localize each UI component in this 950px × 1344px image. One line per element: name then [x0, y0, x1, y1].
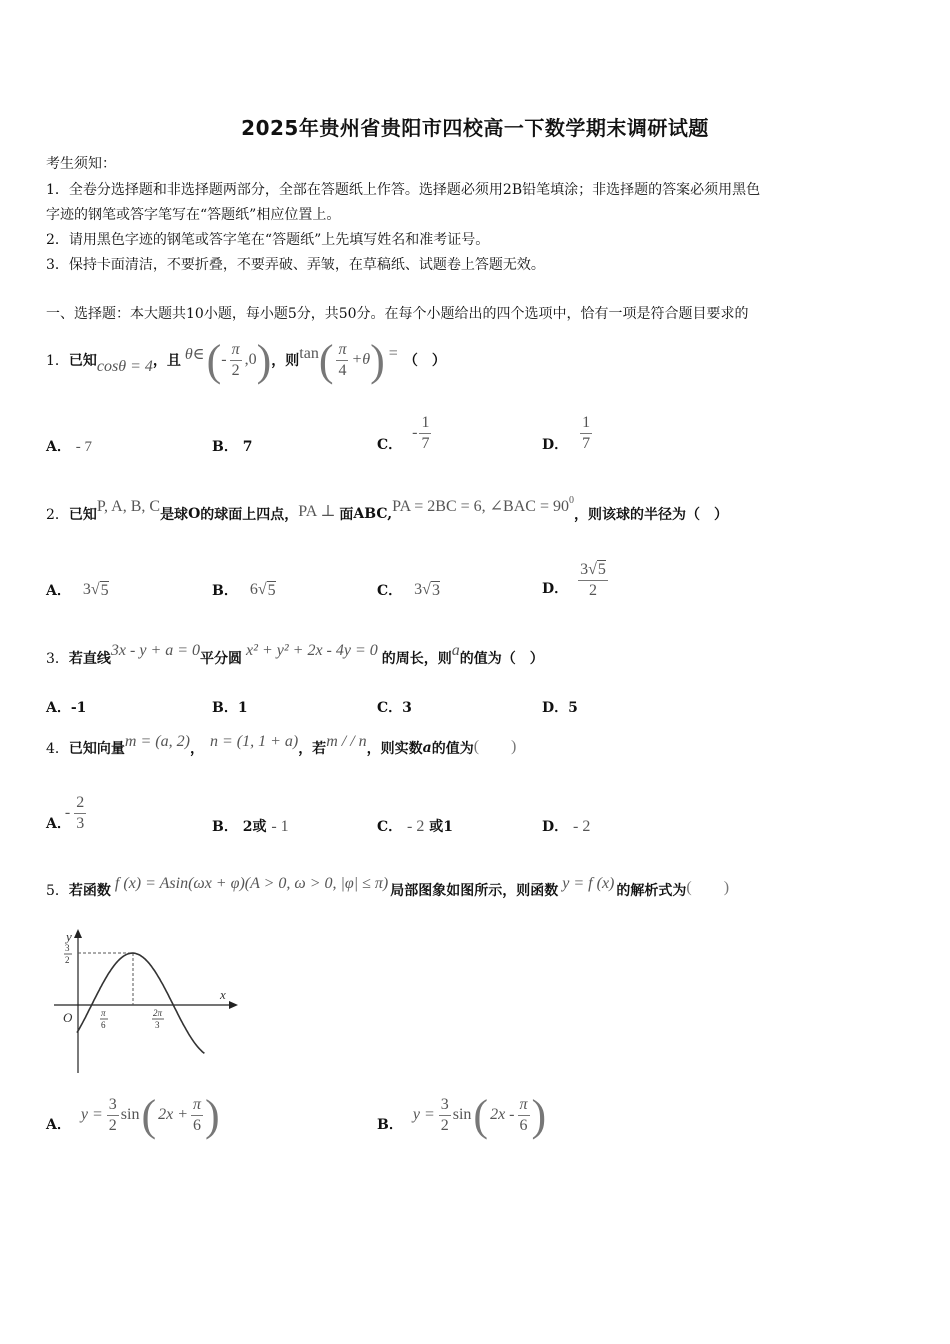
- q2-option-d-frac: [578, 562, 608, 599]
- q5-option-a-den: 2: [108, 1116, 117, 1134]
- q2-option-c-rad: 3: [431, 581, 440, 599]
- y-axis-arrow: [74, 929, 82, 938]
- q5-option-b-label: B．: [377, 1117, 403, 1133]
- q5-option-a-coef: [107, 1097, 119, 1134]
- question-5: [46, 872, 729, 908]
- q1-text-2: ，且: [152, 353, 181, 369]
- q2-option-a-root: √: [90, 581, 100, 598]
- q4-option-a[interactable]: [46, 790, 86, 836]
- q1-zero: ,0: [244, 351, 257, 368]
- question-2: [46, 496, 728, 532]
- q2-option-d-den: 2: [589, 581, 598, 599]
- q2-option-c-coef: 3: [414, 581, 423, 598]
- x-tick2-num: 2π: [153, 1008, 163, 1018]
- q5-function: f (x) = Asin(ωx + φ)(A > 0, ω > 0, |φ| ≤ π): [114, 875, 389, 892]
- q2-option-d-label: D．: [542, 581, 569, 597]
- q2-o: O: [188, 506, 201, 522]
- q1-pi-over-2: [230, 342, 242, 379]
- q1-option-d[interactable]: [542, 410, 592, 456]
- q1-option-a[interactable]: [46, 436, 92, 456]
- q1-option-a-label: A．: [46, 439, 71, 455]
- page-title: 2025年贵州省贵阳市四校高一下数学期末调研试题: [241, 116, 709, 140]
- q4-vector-m: m = (a, 2): [124, 733, 190, 750]
- q1-option-b-value: 7: [242, 439, 253, 455]
- q1-cos: cosθ = 4: [96, 358, 153, 375]
- q2-option-d-num: 3√5: [578, 562, 608, 581]
- q3-option-a[interactable]: [46, 697, 86, 717]
- q2-option-d[interactable]: [542, 556, 608, 604]
- q4-text-2: ，若: [298, 741, 327, 757]
- q1-option-c-frac: [419, 415, 431, 452]
- q4-option-b-value: - 1: [271, 818, 289, 835]
- notice-line-1b: 字迹的钢笔或答字笔写在“答题纸”相应位置上。: [46, 207, 341, 223]
- q3-option-b[interactable]: [212, 697, 248, 717]
- q1-option-c-den: 7: [421, 434, 430, 452]
- q1-theta-in: θ∈: [184, 346, 205, 363]
- q4-option-a-den: 3: [76, 814, 85, 832]
- q3-option-a-value: -1: [70, 700, 87, 716]
- sine-curve: [77, 953, 204, 1053]
- q2-option-b-coef: 6: [249, 581, 258, 598]
- q4-option-c-value: - 2: [407, 818, 425, 835]
- q2-option-b[interactable]: [212, 580, 276, 600]
- q5-option-a-fn: sin: [120, 1106, 140, 1123]
- q2-option-d-num-coef: 3: [580, 560, 589, 578]
- q3-option-d-value: 5: [568, 700, 578, 716]
- q2-option-c[interactable]: [377, 580, 440, 600]
- q2-number: 2．: [46, 507, 69, 523]
- q3-option-b-value: 1: [237, 700, 248, 716]
- q1-text-3: ，则: [271, 353, 300, 369]
- q1-option-d-num: 1: [580, 415, 592, 434]
- x-tick1-num: π: [101, 1008, 106, 1018]
- q5-text-3: 的解析式为: [616, 883, 687, 899]
- question-4: [46, 730, 516, 766]
- notice-line-2: 2．请用黑色字迹的钢笔或答字笔在“答题纸”上先填写姓名和准考证号。: [46, 232, 490, 248]
- q1-eq: =: [388, 345, 398, 362]
- y-axis-label: y: [66, 929, 72, 944]
- q5-option-b-pden: 6: [519, 1116, 528, 1134]
- q2-text-5: ，则该球的半径为（ ）: [573, 507, 728, 523]
- q2-option-b-root: √: [257, 581, 267, 598]
- q4-parallel: m / / n: [326, 733, 367, 750]
- q2-text-2: 是球: [160, 507, 189, 523]
- q1-rparen-2: ): [370, 335, 385, 385]
- q5-option-a-lparen: (: [141, 1090, 157, 1140]
- q3-text-2: 平分圆: [200, 651, 243, 667]
- q5-option-b-num: 3: [439, 1097, 451, 1116]
- q5-option-b-phase: [518, 1097, 530, 1134]
- q4-text-3: ，则实数: [366, 741, 423, 757]
- notice-line-1a: 1．全卷分选择题和非选择题两部分，全部在答题纸上作答。选择题必须用2B铅笔填涂；非选择题的答案必须用黑色: [46, 182, 761, 198]
- q4-option-b-pre: 2或: [242, 819, 267, 835]
- q3-option-c-value: 3: [402, 700, 412, 716]
- q5-option-b-lhs: y =: [412, 1106, 435, 1123]
- q4-option-a-sign: -: [64, 804, 71, 821]
- q1-option-b-label: B．: [212, 439, 238, 455]
- q4-option-b-label: B．: [212, 819, 238, 835]
- q3-text-1: 若直线: [68, 651, 111, 667]
- q1-number: 1．: [46, 353, 69, 369]
- q2-option-a[interactable]: [46, 580, 109, 600]
- q4-option-a-frac: [74, 795, 86, 832]
- q3-text-3: 的周长，则: [381, 651, 452, 667]
- q5-option-b-coef: [439, 1097, 451, 1134]
- q5-option-b-pnum: π: [518, 1097, 530, 1116]
- q5-option-a-pden: 6: [193, 1116, 202, 1134]
- x-tick2-den: 3: [155, 1020, 160, 1030]
- notice-line-3: 3．保持卡面清洁，不要折叠，不要弄破、弄皱，在草稿纸、试题卷上答题无效。: [46, 257, 545, 273]
- q1-option-a-value: - 7: [75, 439, 92, 455]
- q2-abc: ABC,: [353, 506, 393, 522]
- q3-text-4: 的值为（ ）: [459, 651, 544, 667]
- q5-option-b-lparen: (: [473, 1090, 489, 1140]
- q4-vector-n: n = (1, 1 + a): [209, 733, 299, 750]
- q5-option-a-num: 3: [107, 1097, 119, 1116]
- q3-line: 3x - y + a = 0: [110, 642, 201, 659]
- q1-blank: （ ）: [403, 353, 446, 369]
- q2-condition: PA = 2BC = 6, ∠BAC = 90: [392, 498, 569, 515]
- q2-option-c-label: C．: [377, 583, 403, 599]
- q5-graph: [50, 925, 240, 1075]
- q1-option-c-sign: -: [412, 424, 418, 441]
- y-tick-num: 3: [65, 943, 70, 953]
- q2-text-4: 面: [339, 507, 354, 523]
- q5-option-a-pnum: π: [191, 1097, 203, 1116]
- x-tick1-den: 6: [101, 1020, 106, 1030]
- q3-option-c[interactable]: [377, 697, 412, 717]
- q1-four: 4: [338, 361, 347, 379]
- q1-two: 2: [231, 361, 240, 379]
- q1-text-1: 已知: [68, 353, 97, 369]
- q1-option-d-frac: [580, 415, 592, 452]
- q5-option-a-lhs: y =: [80, 1106, 103, 1123]
- q3-option-d-label: D．: [542, 700, 569, 716]
- q3-circle: x² + y² + 2x - 4y = 0: [246, 642, 378, 659]
- q5-option-b-den: 2: [440, 1116, 449, 1134]
- question-1: [46, 335, 446, 385]
- q5-option-a-label: A．: [46, 1117, 71, 1133]
- q4-a: a: [422, 740, 432, 756]
- q1-pi-2: π: [336, 342, 348, 361]
- q4-option-d[interactable]: [542, 816, 590, 836]
- q4-option-c[interactable]: [377, 816, 453, 836]
- q2-degree: 0: [568, 494, 574, 506]
- q4-option-a-label: A．: [46, 816, 71, 832]
- q4-blank: ( ): [473, 737, 517, 755]
- q1-lparen-2: (: [318, 335, 334, 385]
- q4-number: 4．: [46, 741, 69, 757]
- q1-option-c-label: C．: [377, 437, 403, 453]
- q3-number: 3．: [46, 651, 69, 667]
- q5-option-b-arg: 2x -: [490, 1106, 515, 1123]
- section-heading: 一、选择题：本大题共10小题，每小题5分，共50分。在每个小题给出的四个选项中，恰有一项是符合题目要求的: [46, 306, 749, 322]
- q1-minus: -: [221, 351, 227, 368]
- x-axis-arrow: [229, 1001, 238, 1009]
- q5-option-a-arg: 2x +: [158, 1106, 189, 1123]
- question-3: [46, 640, 544, 676]
- q3-option-c-label: C．: [377, 700, 403, 716]
- q4-option-d-value: - 2: [573, 818, 591, 835]
- q4-text-4: 的值为: [431, 741, 474, 757]
- q5-y-eq-f: y = f (x): [562, 875, 615, 892]
- q1-option-c[interactable]: [377, 410, 431, 456]
- q4-option-b[interactable]: [212, 816, 289, 836]
- q2-option-c-root: √: [422, 581, 431, 598]
- q1-tan: tan: [299, 345, 319, 362]
- q5-option-a[interactable]: [46, 1092, 220, 1138]
- q2-option-a-coef: 3: [82, 581, 91, 598]
- q5-option-a-rparen: ): [205, 1090, 220, 1140]
- x-axis-label: x: [220, 987, 226, 1002]
- origin-label: O: [63, 1010, 73, 1025]
- q5-option-b-fn: sin: [452, 1106, 472, 1123]
- q2-option-b-label: B．: [212, 583, 238, 599]
- q5-blank: ( ): [686, 878, 730, 896]
- q4-option-a-num: 2: [74, 795, 86, 814]
- q5-text-1: 若函数: [68, 883, 111, 899]
- q2-option-a-label: A．: [46, 583, 71, 599]
- q3-option-a-label: A．: [46, 700, 71, 716]
- q2-points: P, A, B, C: [96, 498, 161, 515]
- q4-option-c-post: 或1: [429, 819, 453, 835]
- q2-text-3: 的球面上四点，: [200, 507, 299, 523]
- q1-pi: π: [230, 342, 242, 361]
- q2-option-a-rad: 5: [100, 581, 109, 599]
- q3-a: a: [451, 642, 460, 659]
- q3-option-b-label: B．: [212, 700, 238, 716]
- q5-text-2: 局部图象如图所示，则函数: [390, 883, 559, 899]
- q1-pi-over-4: [336, 342, 348, 379]
- q1-option-d-den: 7: [582, 434, 591, 452]
- q1-lparen: (: [206, 335, 222, 385]
- q5-option-a-phase: [191, 1097, 203, 1134]
- q1-option-d-label: D．: [542, 437, 569, 453]
- notice-heading: 考生须知：: [46, 156, 116, 172]
- q2-text-1: 已知: [68, 507, 97, 523]
- q2-option-d-num-rad: 5: [597, 560, 606, 578]
- q4-comma: ，: [189, 741, 204, 757]
- q3-option-d[interactable]: [542, 697, 578, 717]
- q1-rparen: ): [256, 335, 272, 385]
- q2-option-b-rad: 5: [267, 581, 276, 599]
- q4-option-d-label: D．: [542, 819, 569, 835]
- q2-pa-perp: PA ⊥: [298, 503, 336, 520]
- q5-number: 5．: [46, 883, 69, 899]
- q5-option-b-rparen: ): [531, 1090, 547, 1140]
- q1-plus-theta: +θ: [351, 351, 371, 368]
- q4-text-1: 已知向量: [68, 741, 125, 757]
- q1-option-c-num: 1: [419, 415, 431, 434]
- y-tick-den: 2: [65, 955, 70, 965]
- q5-option-b[interactable]: [377, 1092, 546, 1138]
- q1-option-b[interactable]: [212, 436, 252, 456]
- q4-option-c-label: C．: [377, 819, 403, 835]
